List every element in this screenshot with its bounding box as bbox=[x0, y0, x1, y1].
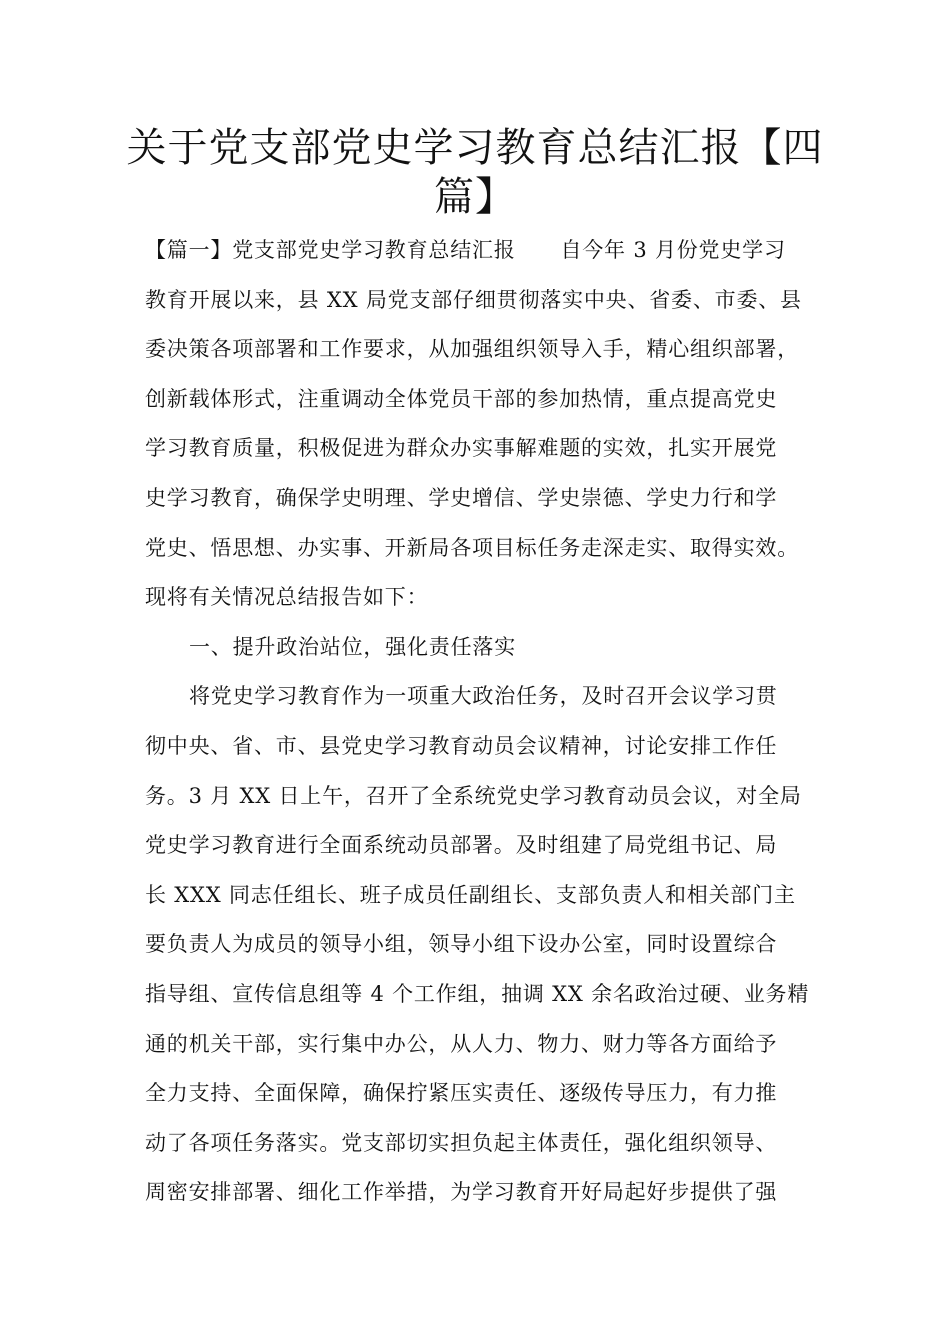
body-line: 要负责人为成员的领导小组，领导小组下设办公室，同时设置综合 bbox=[145, 932, 778, 957]
body-line: 长 XXX 同志任组长、班子成员任副组长、支部负责人和相关部门主 bbox=[145, 882, 796, 907]
body-line: 创新载体形式，注重调动全体党员干部的参加热情，重点提高党史 bbox=[145, 386, 778, 411]
body-line: 指导组、宣传信息组等 4 个工作组，抽调 XX 余名政治过硬、业务精 bbox=[145, 981, 810, 1006]
body-line: 现将有关情况总结报告如下： bbox=[145, 585, 429, 610]
body-line: 动了各项任务落实。党支部切实担负起主体责任，强化组织领导、 bbox=[145, 1130, 778, 1155]
body-line: 彻中央、省、市、县党史学习教育动员会议精神，讨论安排工作任 bbox=[145, 733, 778, 758]
title-line-1: 关于党支部党史学习教育总结汇报【四 bbox=[126, 125, 824, 171]
body-line: 全力支持、全面保障，确保拧紧压实责任、逐级传导压力，有力推 bbox=[145, 1081, 778, 1106]
body-line: 学习教育质量，积极促进为群众办实事解难题的实效，扎实开展党 bbox=[145, 436, 778, 461]
body-line: 一、提升政治站位，强化责任落实 bbox=[189, 634, 516, 659]
body-line: 委决策各项部署和工作要求，从加强组织领导入手，精心组织部署， bbox=[145, 337, 799, 362]
document-title bbox=[120, 124, 830, 222]
body-line: 务。3 月 XX 日上午，召开了全系统党史学习教育动员会议，对全局 bbox=[145, 783, 802, 808]
body-line: 【篇一】党支部党史学习教育总结汇报 自今年 3 月份党史学习 bbox=[145, 238, 786, 262]
body-line: 党史学习教育进行全面系统动员部署。及时组建了局党组书记、局 bbox=[145, 833, 778, 858]
body-line: 将党史学习教育作为一项重大政治任务，及时召开会议学习贯 bbox=[189, 684, 778, 709]
title-line-2: 篇】 bbox=[434, 174, 516, 220]
body-line: 通的机关干部，实行集中办公，从人力、物力、财力等各方面给予 bbox=[145, 1031, 778, 1056]
body-line: 党史、悟思想、办实事、开新局各项目标任务走深走实、取得实效。 bbox=[145, 535, 799, 560]
document-body bbox=[145, 226, 810, 1218]
body-line: 周密安排部署、细化工作举措，为学习教育开好局起好步提供了强 bbox=[145, 1180, 778, 1205]
body-line: 史学习教育，确保学史明理、学史增信、学史崇德、学史力行和学 bbox=[145, 485, 778, 510]
body-line: 教育开展以来，县 XX 局党支部仔细贯彻落实中央、省委、市委、县 bbox=[145, 287, 802, 312]
